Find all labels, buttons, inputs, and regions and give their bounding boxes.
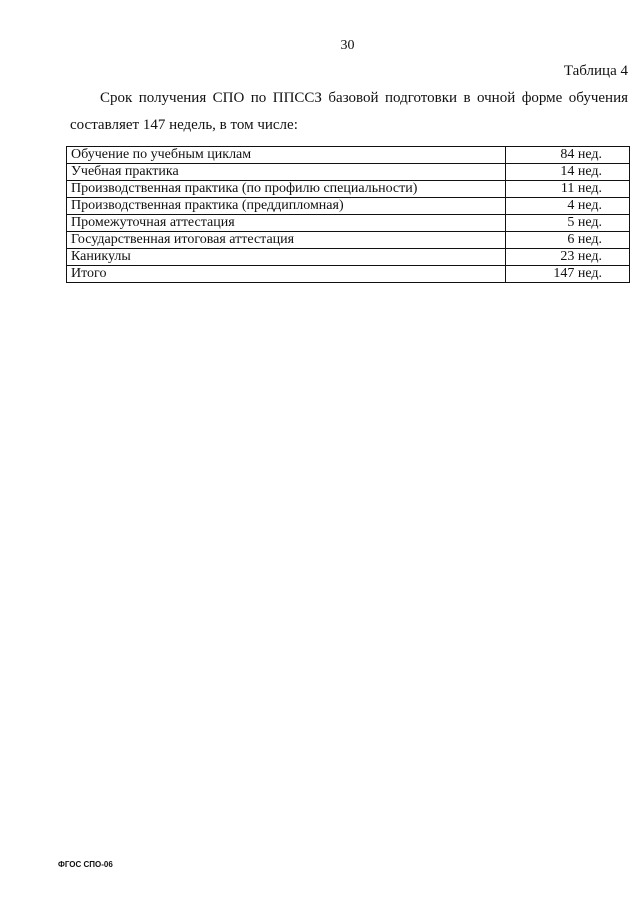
table-row	[67, 215, 630, 232]
row-value: 23 нед.	[506, 249, 630, 266]
row-label: Итого	[67, 266, 506, 283]
row-label: Каникулы	[67, 249, 506, 266]
row-label: Учебная практика	[67, 164, 506, 181]
row-value: 6 нед.	[506, 232, 630, 249]
table-row	[67, 249, 630, 266]
duration-table	[66, 146, 630, 283]
row-value: 11 нед.	[506, 181, 630, 198]
table-row-total	[67, 266, 630, 283]
row-value: 84 нед.	[506, 147, 630, 164]
row-label: Производственная практика (по профилю специальности)	[67, 181, 506, 198]
table-row	[67, 232, 630, 249]
footer-code: ФГОС СПО-06	[58, 860, 113, 869]
row-label: Государственная итоговая аттестация	[67, 232, 506, 249]
row-label: Обучение по учебным циклам	[67, 147, 506, 164]
row-value: 5 нед.	[506, 215, 630, 232]
table-row	[67, 147, 630, 164]
row-value: 14 нед.	[506, 164, 630, 181]
table-row	[67, 181, 630, 198]
page-number: 30	[340, 38, 355, 53]
intro-line-1: Срок получения СПО по ППССЗ базовой подготовки в очной форме обучения	[100, 90, 628, 106]
table-caption: Таблица 4	[563, 63, 628, 79]
row-value: 147 нед.	[506, 266, 630, 283]
intro-line-2: составляет 147 недель, в том числе:	[70, 117, 298, 133]
row-value: 4 нед.	[506, 198, 630, 215]
table-row	[67, 198, 630, 215]
table-row	[67, 164, 630, 181]
intro-paragraph	[70, 85, 628, 139]
row-label: Производственная практика (преддипломная)	[67, 198, 506, 215]
row-label: Промежуточная аттестация	[67, 215, 506, 232]
